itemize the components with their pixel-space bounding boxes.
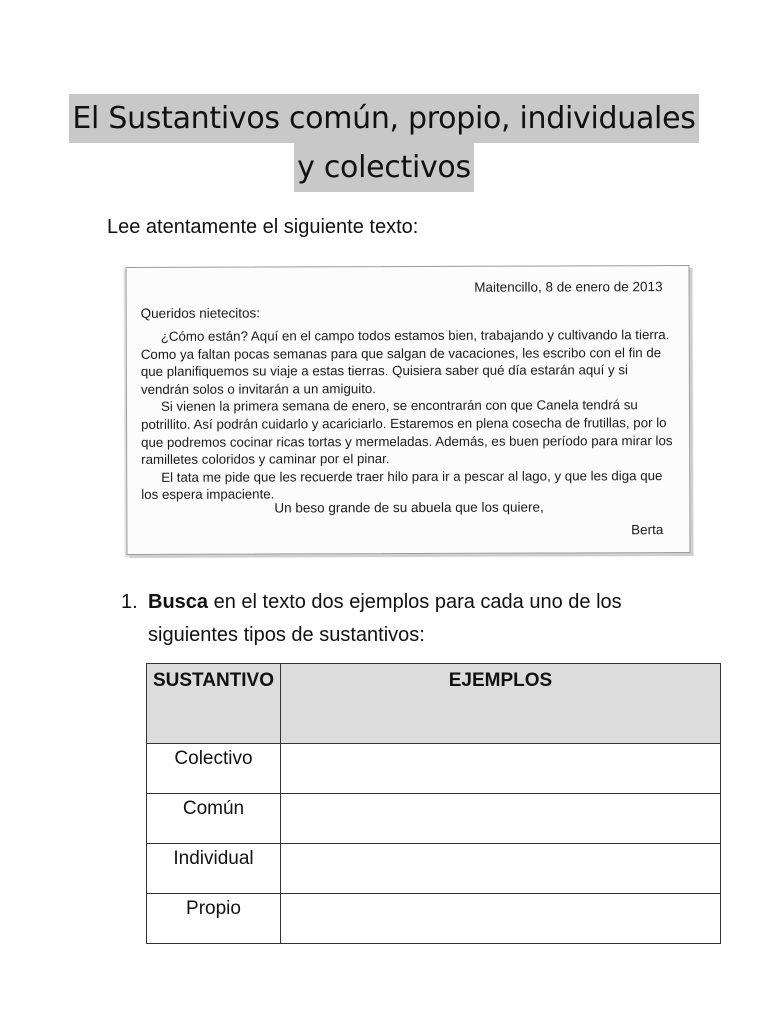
row-type: Común xyxy=(147,794,281,844)
letter-paragraph: El tata me pide que les recuerde traer hilo para ir a pescar al lago, y que les diga que los espera impaciente. xyxy=(141,467,663,503)
letter-date: Maitencillo, 8 de enero de 2013 xyxy=(474,279,663,295)
letter-signature: Berta xyxy=(631,522,664,538)
header-sustantivo: SUSTANTIVO xyxy=(147,664,281,744)
table-row xyxy=(147,894,721,944)
question-bold-word: Busca xyxy=(148,591,209,613)
letter-paragraph: ¿Cómo están? Aquí en el campo todos estamos bien, trabajando y cultivando la tierra. Como ya faltan pocas semanas para que salgan de vacaciones, les escribo con el fin de que planifiquemos su viaje a estas tierras. Quisiera saber qué día estarán aquí y si vendrán solos o invitarán a un amiguito. xyxy=(140,327,670,397)
row-examples-cell[interactable] xyxy=(281,894,721,944)
row-type: Colectivo xyxy=(147,744,281,794)
nouns-table xyxy=(146,663,721,944)
question-number: 1. xyxy=(121,591,138,613)
intro-text: Lee atentamente el siguiente texto: xyxy=(107,216,419,238)
letter-paragraph: Si vienen la primera semana de enero, se encontrarán con que Canela tendrá su potrillito. Así podrán cuidarlo y acariciarlo. Estaremos en plena cosecha de frutillas, por lo que podremos cocinar ricas tortas y mermeladas. Además, es buen período para mirar los ramilletes coloridos y caminar por el pinar. xyxy=(141,397,673,468)
question-1 xyxy=(121,586,681,652)
row-type: Propio xyxy=(147,894,281,944)
title-line-2: y colectivos xyxy=(294,143,474,192)
row-examples-cell[interactable] xyxy=(281,794,721,844)
question-rest: en el texto dos ejemplos para cada uno de los siguientes tipos de sustantivos: xyxy=(148,591,622,646)
table-header-row xyxy=(147,664,721,744)
header-ejemplos: EJEMPLOS xyxy=(281,664,721,744)
letter-greeting: Queridos nietecitos: xyxy=(140,305,260,321)
row-type: Individual xyxy=(147,844,281,894)
letter-closing: Un beso grande de su abuela que los quiere, xyxy=(274,499,544,516)
row-examples-cell[interactable] xyxy=(281,744,721,794)
table-row xyxy=(147,744,721,794)
title-line-1: El Sustantivos común, propio, individuales xyxy=(69,94,698,143)
page-title xyxy=(0,94,768,192)
letter-image xyxy=(125,265,690,555)
letter-body xyxy=(141,326,676,504)
table-row xyxy=(147,844,721,894)
row-examples-cell[interactable] xyxy=(281,844,721,894)
question-text xyxy=(148,586,681,652)
table-row xyxy=(147,794,721,844)
